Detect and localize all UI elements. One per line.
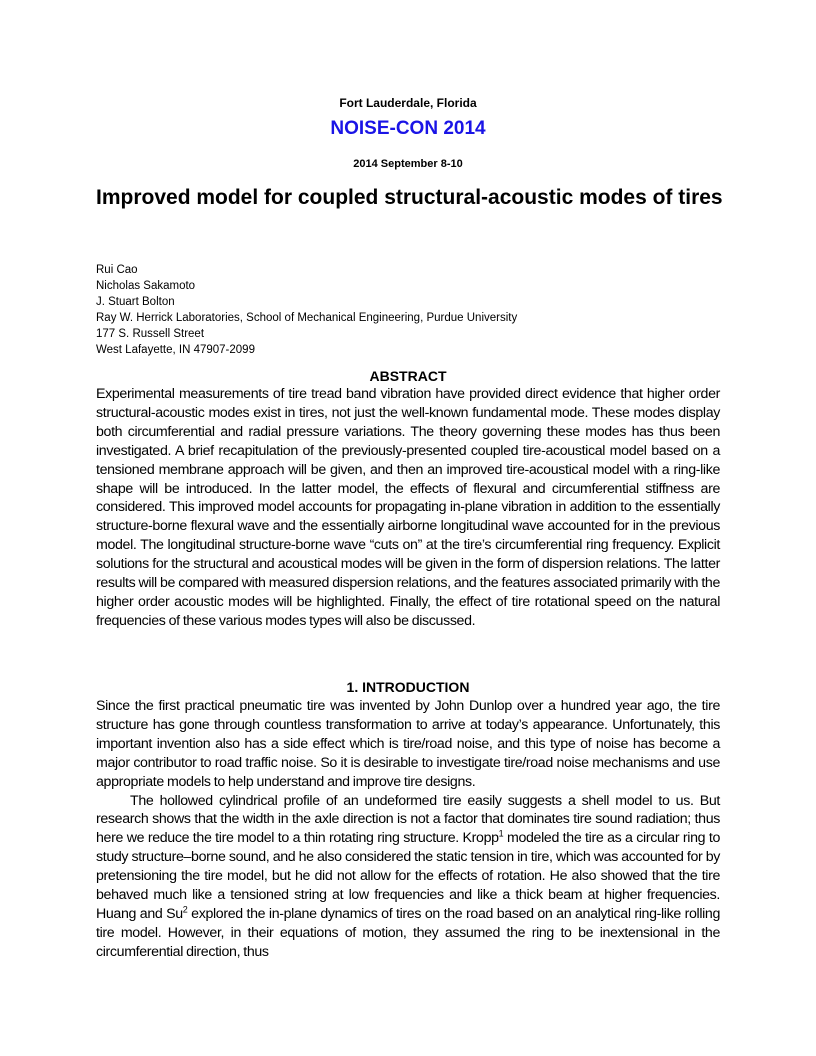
author-name: J. Stuart Bolton [96, 296, 175, 308]
conference-name: NOISE-CON 2014 [330, 118, 486, 139]
author-name: Nicholas Sakamoto [96, 280, 196, 292]
introduction-text [96, 697, 720, 962]
author-block [96, 262, 517, 358]
abstract-paragraph: Experimental measurements of tire tread band vibration have provided direct evidence that higher order structural-acoustic modes exist in tires, not just the well-known fundamental mode. These modes display both circumferential and radial pressure variations. The theory governing these modes has thus been investigated. A brief recapitulation of the previously-presented coupled tire-acoustical model based on a tensioned membrane approach will be given, and then an improved tire-acoustical model with a ring-like shape will be introduced. In the latter model, the effects of flexural and circumferential stiffness are considered. This improved model accounts for propagating in-plane vibration in addition to the essentially structure-borne flexural wave and the essentially airborne longitudinal wave accounted for in the previous model. The longitudinal structure-borne wave “cuts on” at the tire’s circumferential ring frequency. Explicit solutions for the structural and acoustical modes will be given in the form of dispersion relations. The latter results will be compared with measured dispersion relations, and the features associated primarily with the higher order acoustic modes will be highlighted. Finally, the effect of tire rotational speed on the natural frequencies of these various modes types will also be discussed. [96, 386, 720, 629]
citation-ref: 1 [498, 828, 504, 839]
paragraph-text: explored the in-plane dynamics of tires on the road based on an analytical ring-like rolling tire model. However, in their equations of motion, they assumed the ring to be inextensional in the circumferential direction, thus [96, 905, 721, 960]
conference-dates: 2014 September 8-10 [353, 158, 463, 170]
author-address-city: West Lafayette, IN 47907-2099 [96, 344, 255, 356]
conference-location: Fort Lauderdale, Florida [339, 96, 477, 110]
author-address-street: 177 S. Russell Street [96, 328, 205, 340]
introduction-heading: 1. INTRODUCTION [346, 679, 470, 695]
citation-ref: 2 [182, 904, 188, 915]
paragraph-text: modeled the tire as a circular ring to study structure–borne sound, and he also considered the static tension in tire, which was accounted for by pretensioning the tire model, but he did not allow for the effects of rotation. He also showed that the tire behaved much like a tensioned string at low frequencies and like a thick beam at higher frequencies. Huang and Su [96, 830, 720, 922]
introduction-paragraph-2 [96, 792, 720, 962]
paragraph-text: The hollowed cylindrical profile of an undeformed tire easily suggests a shell model to us. But research shows that the width in the axle direction is not a factor that dominates tire sound radiation; thus here we reduce the tire model to a thin rotating ring structure. Kropp [96, 792, 720, 847]
introduction-paragraph-1: Since the first practical pneumatic tire was invented by John Dunlop over a hundred year ago, the tire structure has gone through countless transformation to arrive at today’s appearance. Unfortunately, this important invention also has a side effect which is tire/road noise, and this type of noise has become a major contributor to road traffic noise. So it is desirable to investigate tire/road noise mechanisms and use appropriate models to help understand and improve tire designs. [96, 698, 720, 790]
author-name: Rui Cao [96, 264, 138, 276]
abstract-text [96, 385, 720, 631]
abstract-heading: ABSTRACT [369, 368, 447, 384]
author-affiliation: Ray W. Herrick Laboratories, School of Mechanical Engineering, Purdue University [96, 312, 518, 324]
paper-title: Improved model for coupled structural-acoustic modes of tires [96, 186, 723, 209]
